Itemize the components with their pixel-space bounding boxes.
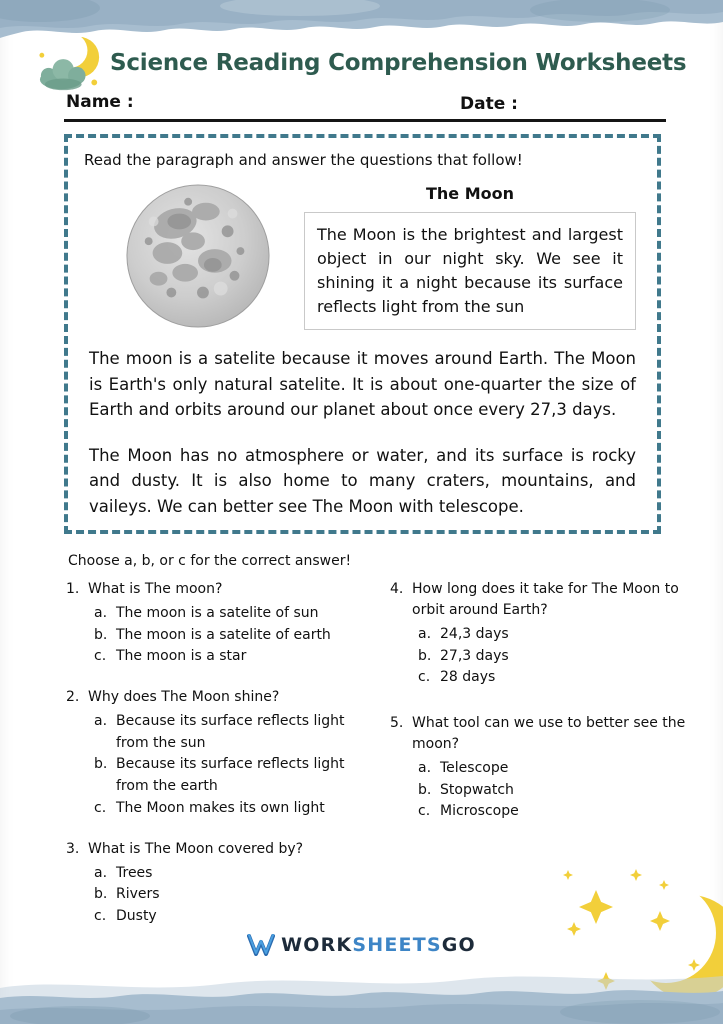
option-text: The moon is a satelite of sun <box>116 605 319 621</box>
quiz-column-left <box>66 579 390 947</box>
answer-option <box>418 667 690 689</box>
option-letter: c. <box>94 907 107 924</box>
option-letter: b. <box>418 647 432 664</box>
date-label: Date : <box>460 94 518 114</box>
option-letter: a. <box>418 626 432 642</box>
option-letter: a. <box>94 864 108 881</box>
option-letter: c. <box>418 669 431 686</box>
question-number: 4. <box>390 581 404 597</box>
option-text: The moon is a star <box>116 648 247 665</box>
question-4 <box>390 579 690 689</box>
answer-option <box>94 625 390 647</box>
header <box>34 30 693 96</box>
answer-option <box>94 646 390 668</box>
option-letter: c. <box>94 648 107 665</box>
question-options <box>418 624 690 689</box>
question-head <box>390 579 690 621</box>
passage-paragraph-2: The Moon has no atmosphere or water, and its surface is rocky and dusty. It is also home to many craters, mountains, and vaileys. We can better see The Moon with telescope. <box>89 445 636 516</box>
logo-work: WORK <box>281 934 353 956</box>
option-letter: c. <box>418 803 431 820</box>
option-letter: b. <box>94 626 108 643</box>
question-number: 5. <box>390 715 404 732</box>
option-letter: b. <box>418 781 432 798</box>
moon-cloud-icon <box>34 30 106 96</box>
quiz-section <box>66 579 690 947</box>
quiz-instruction: Choose a, b, or c for the correct answer! <box>68 553 352 569</box>
option-letter: b. <box>94 886 108 903</box>
passage-paragraph-1: The moon is a satelite because it moves around Earth. The Moon is Earth's only natural satelite. It is about one-quarter the size of Earth and orbits around our planet about once every 27,3 days. <box>89 349 636 420</box>
passage-box <box>64 134 661 534</box>
option-text: Because its surface reflects light from the sun <box>116 713 345 751</box>
quiz-column-right <box>390 579 690 947</box>
question-head <box>390 713 690 755</box>
option-text: Microscope <box>440 803 519 820</box>
option-text: The moon is a satelite of earth <box>116 626 331 643</box>
answer-option <box>94 906 390 928</box>
answer-option <box>94 884 390 906</box>
passage-title: The Moon <box>425 184 515 203</box>
question-text: Why does The Moon shine? <box>88 689 280 706</box>
option-text: Stopwatch <box>440 781 514 798</box>
answer-option <box>418 624 690 646</box>
option-text: Dusty <box>116 907 157 924</box>
question-options <box>94 711 390 819</box>
option-text: Rivers <box>116 886 160 903</box>
question-number: 1. <box>66 581 80 597</box>
logo-wordmark <box>281 934 476 956</box>
name-date-line <box>64 119 666 122</box>
option-text: 27,3 days <box>440 647 509 664</box>
answer-option <box>418 801 690 823</box>
answer-option <box>94 603 390 625</box>
answer-option <box>94 711 390 754</box>
question-text: What tool can we use to better see the moon? <box>412 715 686 753</box>
moon-photo-icon <box>124 182 272 330</box>
question-text: What is The moon? <box>88 581 223 597</box>
name-label: Name : <box>66 92 134 112</box>
option-text: 28 days <box>440 669 496 686</box>
question-5 <box>390 713 690 823</box>
option-letter: a. <box>418 760 432 777</box>
logo-go: GO <box>441 934 476 956</box>
question-3 <box>66 839 390 928</box>
page-title: Science Reading Comprehension Worksheets <box>110 50 687 76</box>
question-text: How long does it take for The Moon to orbit around Earth? <box>412 581 679 618</box>
question-text: What is The Moon covered by? <box>88 840 304 857</box>
question-options <box>418 758 690 823</box>
name-date-row <box>64 92 666 124</box>
answer-option <box>418 780 690 802</box>
passage-top-row <box>84 182 641 330</box>
option-letter: c. <box>94 799 107 816</box>
answer-option <box>418 646 690 668</box>
passage-intro-column <box>304 182 636 330</box>
question-number: 2. <box>66 689 80 706</box>
option-text: Telescope <box>440 760 509 777</box>
question-options <box>94 863 390 928</box>
logo-sheets: SHEETS <box>352 934 442 956</box>
option-letter: a. <box>94 713 108 730</box>
answer-option <box>418 758 690 780</box>
option-text: The Moon makes its own light <box>116 799 325 816</box>
question-1 <box>66 579 390 668</box>
option-text: Trees <box>116 864 153 881</box>
question-number: 3. <box>66 840 80 857</box>
worksheetsgo-w-icon <box>247 934 275 956</box>
passage-instruction: Read the paragraph and answer the questions that follow! <box>84 151 523 169</box>
answer-option <box>94 798 390 820</box>
answer-option <box>94 754 390 797</box>
option-letter: b. <box>94 756 108 773</box>
question-options <box>94 603 390 668</box>
option-letter: a. <box>94 605 108 621</box>
question-head <box>66 839 390 860</box>
question-head <box>66 687 390 708</box>
option-text: Because its surface reflects light from the earth <box>116 756 345 795</box>
option-text: 24,3 days <box>440 626 509 642</box>
question-head <box>66 579 390 600</box>
answer-option <box>94 863 390 885</box>
question-2 <box>66 687 390 819</box>
passage-intro-box <box>304 212 636 330</box>
passage-intro-text: The Moon is the brightest and largest object in our night sky. We see it shining it a night because its surface reflects light from the sun <box>317 225 623 316</box>
torn-paper-band-bottom <box>0 954 723 1024</box>
